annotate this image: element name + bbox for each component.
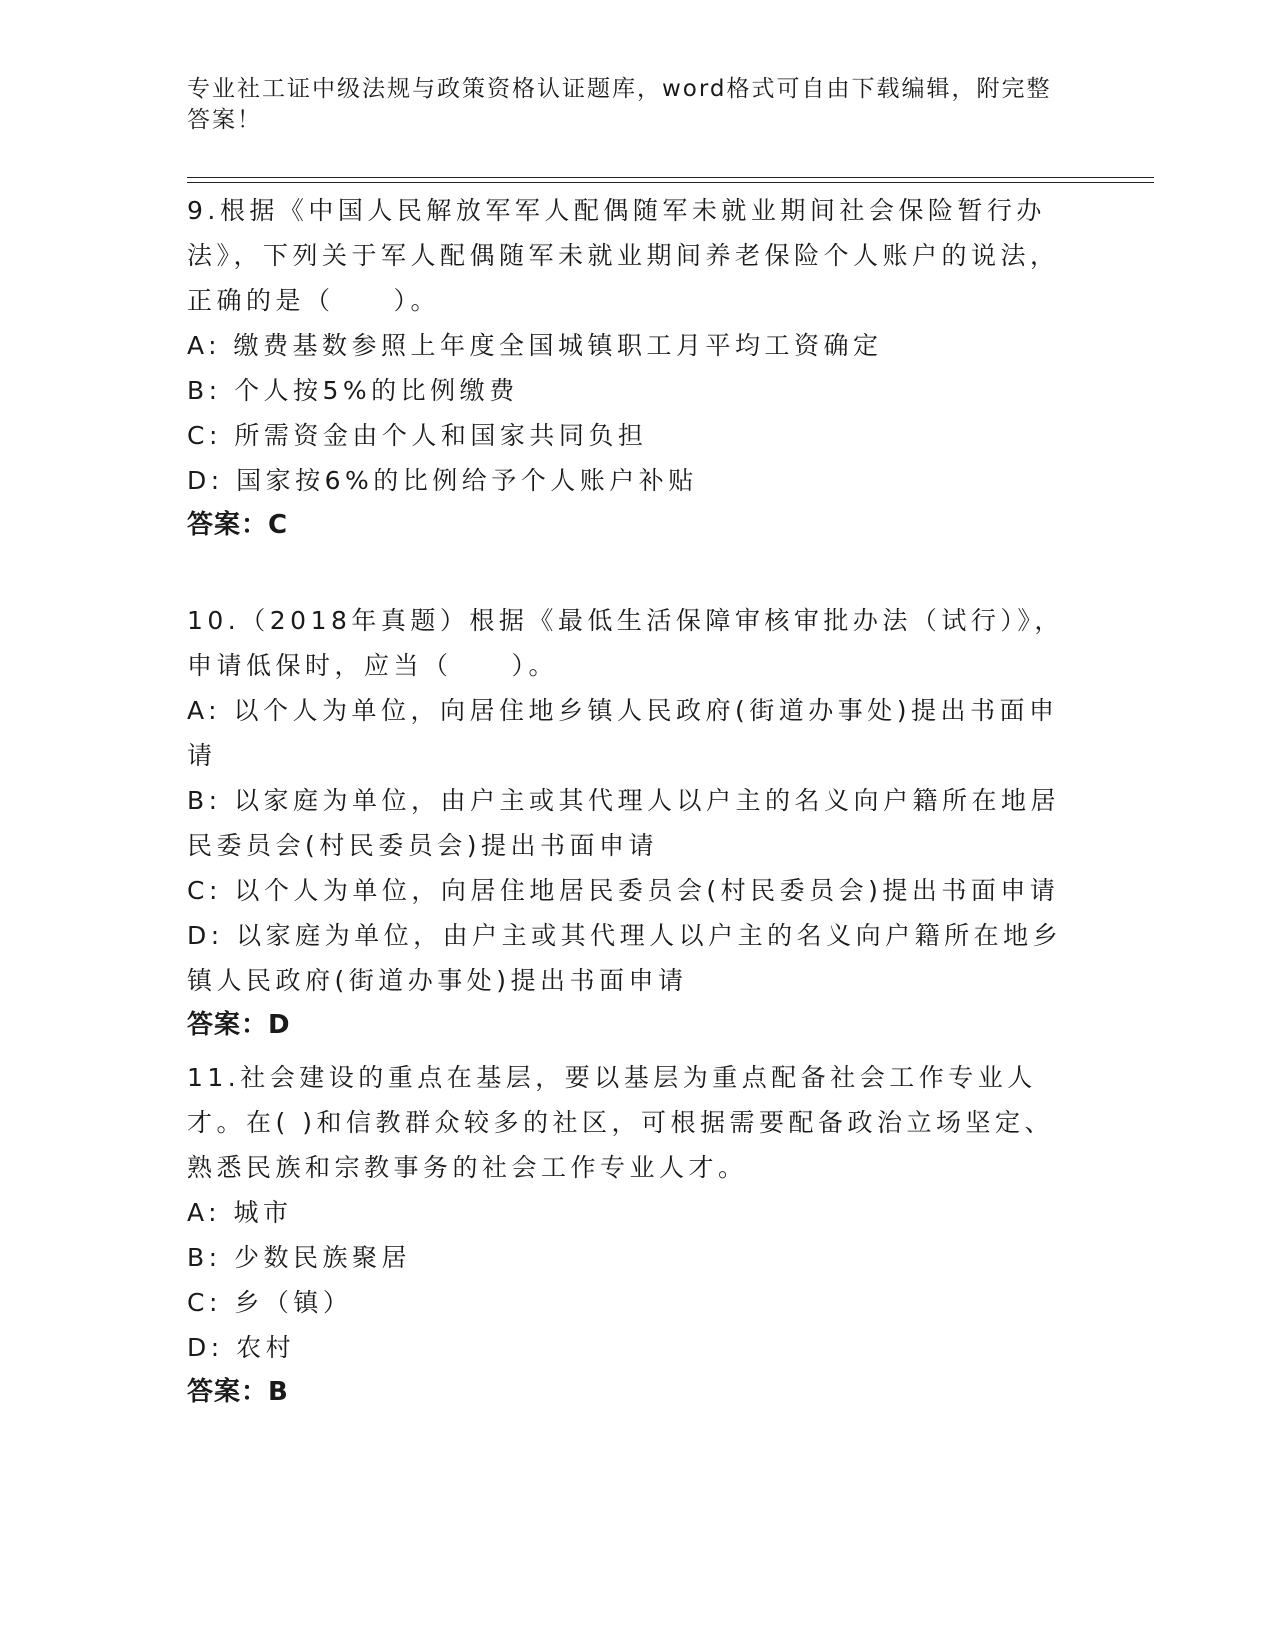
option-a: A: 城市 (187, 1198, 293, 1227)
option-a: A: 以个人为单位，向居住地乡镇人民政府(街道办事处)提出书面申请 (187, 696, 1059, 770)
answer-line: 答案：C (187, 510, 289, 540)
option-b: B: 个人按5%的比例缴费 (187, 376, 519, 405)
option-c: C: 以个人为单位，向居住地居民委员会(村民委员会)提出书面申请 (187, 876, 1060, 905)
option-b: B: 以家庭为单位，由户主或其代理人以户主的名义向户籍所在地居民委员会(村民委员会)提出书面申请 (187, 786, 1061, 860)
question-stem: 10.（2018年真题）根据《最低生活保障审核审批办法（试行）》，申请低保时，应当（ ）。 (187, 606, 1064, 680)
answer-line: 答案：D (187, 1010, 291, 1040)
header-rule-bottom (187, 182, 1154, 183)
question-11 (187, 1055, 1067, 1415)
option-a: A: 缴费基数参照上年度全国城镇职工月平均工资确定 (187, 331, 883, 360)
option-b: B: 少数民族聚居 (187, 1243, 412, 1272)
option-d: D: 国家按6%的比例给予个人账户补贴 (187, 466, 698, 495)
option-c: C: 乡（镇） (187, 1288, 353, 1317)
question-9 (187, 188, 1067, 548)
option-c: C: 所需资金由个人和国家共同负担 (187, 421, 648, 450)
question-stem: 11.社会建设的重点在基层，要以基层为重点配备社会工作专业人才。在( )和信教群众较多的社区，可根据需要配备政治立场坚定、熟悉民族和宗教事务的社会工作专业人才。 (187, 1063, 1054, 1182)
header-rule-top (187, 177, 1154, 178)
answer-line: 答案：B (187, 1377, 289, 1407)
option-d: D: 以家庭为单位，由户主或其代理人以户主的名义向户籍所在地乡镇人民政府(街道办事处)提出书面申请 (187, 921, 1063, 995)
page-header-text: 专业社工证中级法规与政策资格认证题库，word格式可自由下载编辑，附完整答案！ (187, 76, 1052, 133)
question-stem: 9.根据《中国人民解放军军人配偶随军未就业期间社会保险暂行办法》，下列关于军人配偶随军未就业期间养老保险个人账户的说法，正确的是（ ）。 (187, 196, 1060, 315)
question-10 (187, 598, 1067, 1048)
option-d: D: 农村 (187, 1333, 296, 1362)
